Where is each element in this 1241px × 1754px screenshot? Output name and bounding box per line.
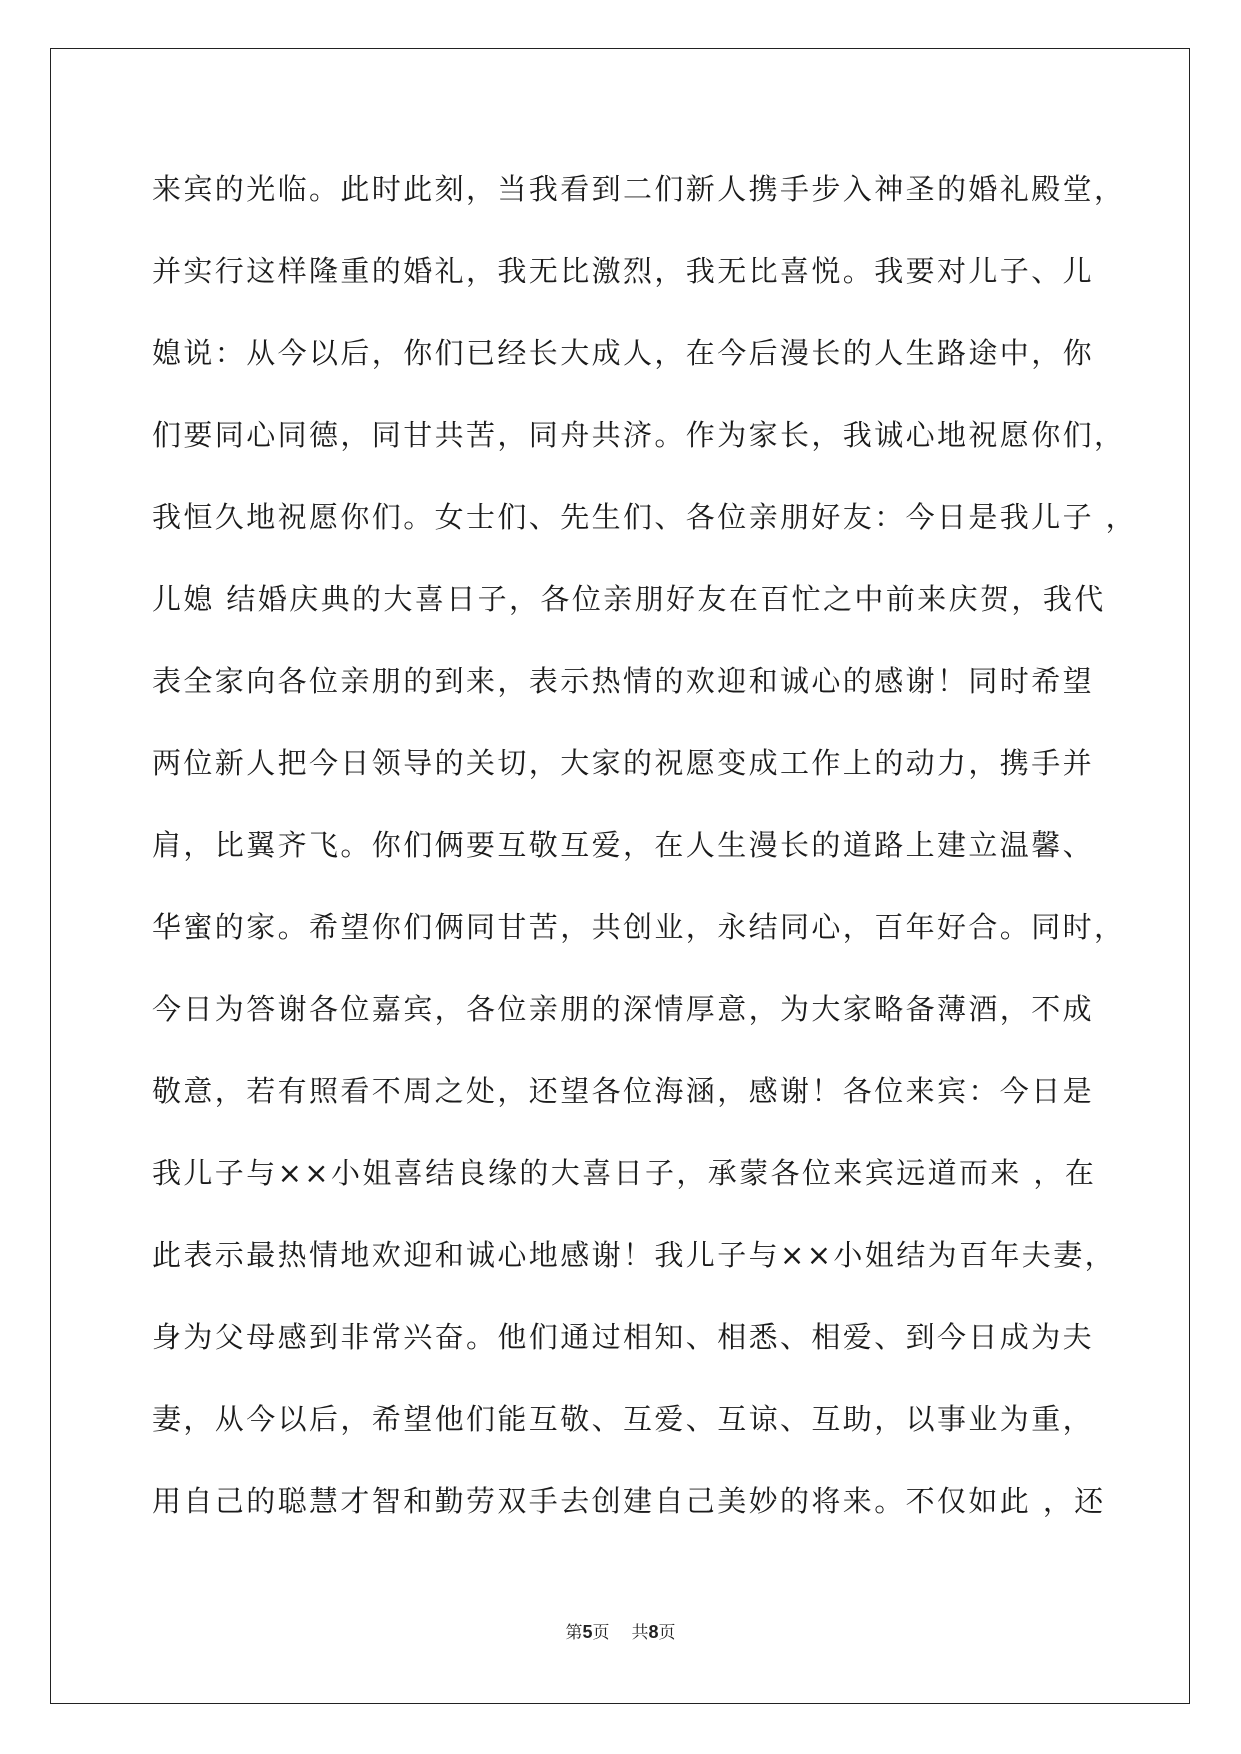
text-line: 来宾的光临。此时此刻，当我看到二们新人携手步入神圣的婚礼殿堂， bbox=[152, 172, 1126, 206]
text-line: 此表示最热情地欢迎和诚心地感谢！我儿子与××小姐结为百年夫妻， bbox=[152, 1238, 1116, 1272]
text-line: 表全家向各位亲朋的到来，表示热情的欢迎和诚心的感谢！同时希望 bbox=[152, 664, 1095, 698]
text-line: 儿媳 结婚庆典的大喜日子，各位亲朋好友在百忙之中前来庆贺，我代 bbox=[152, 582, 1106, 616]
text-line: 我儿子与××小姐喜结良缘的大喜日子，承蒙各位来宾远道而来 ，在 bbox=[152, 1156, 1097, 1190]
total-label-prefix: 共 bbox=[631, 1623, 649, 1643]
document-body bbox=[152, 167, 1138, 1561]
text-line: 们要同心同德，同甘共苦，同舟共济。作为家长，我诚心地祝愿你们， bbox=[152, 418, 1126, 452]
total-label-suffix: 页 bbox=[658, 1623, 676, 1643]
text-line: 妻，从今以后，希望他们能互敬、互爱、互谅、互助，以事业为重， bbox=[152, 1402, 1095, 1436]
page-label-prefix: 第 bbox=[565, 1623, 583, 1643]
text-line: 身为父母感到非常兴奋。他们通过相知、相悉、相爱、到今日成为夫 bbox=[152, 1320, 1095, 1354]
text-line: 用自己的聪慧才智和勤劳双手去创建自己美妙的将来。不仅如此 ，还 bbox=[152, 1484, 1106, 1518]
total-pages: 8 bbox=[648, 1622, 659, 1642]
text-line: 今日为答谢各位嘉宾，各位亲朋的深情厚意，为大家略备薄酒，不成 bbox=[152, 992, 1095, 1026]
text-line: 媳说：从今以后，你们已经长大成人，在今后漫长的人生路途中，你 bbox=[152, 336, 1095, 370]
text-line: 敬意，若有照看不周之处，还望各位海涵，感谢！各位来宾：今日是 bbox=[152, 1074, 1095, 1108]
text-line: 我恒久地祝愿你们。女士们、先生们、各位亲朋好友：今日是我儿子 ， bbox=[152, 500, 1138, 534]
page-number: 5 bbox=[582, 1622, 593, 1642]
text-line: 华蜜的家。希望你们俩同甘苦，共创业，永结同心，百年好合。同时， bbox=[152, 910, 1126, 944]
page-label-suffix: 页 bbox=[592, 1623, 610, 1643]
text-line: 两位新人把今日领导的关切，大家的祝愿变成工作上的动力，携手并 bbox=[152, 746, 1095, 780]
text-line: 肩，比翼齐飞。你们俩要互敬互爱，在人生漫长的道路上建立温馨、 bbox=[152, 828, 1095, 862]
page-footer bbox=[0, 1618, 1241, 1643]
text-line: 并实行这样隆重的婚礼，我无比激烈，我无比喜悦。我要对儿子、儿 bbox=[152, 254, 1095, 288]
